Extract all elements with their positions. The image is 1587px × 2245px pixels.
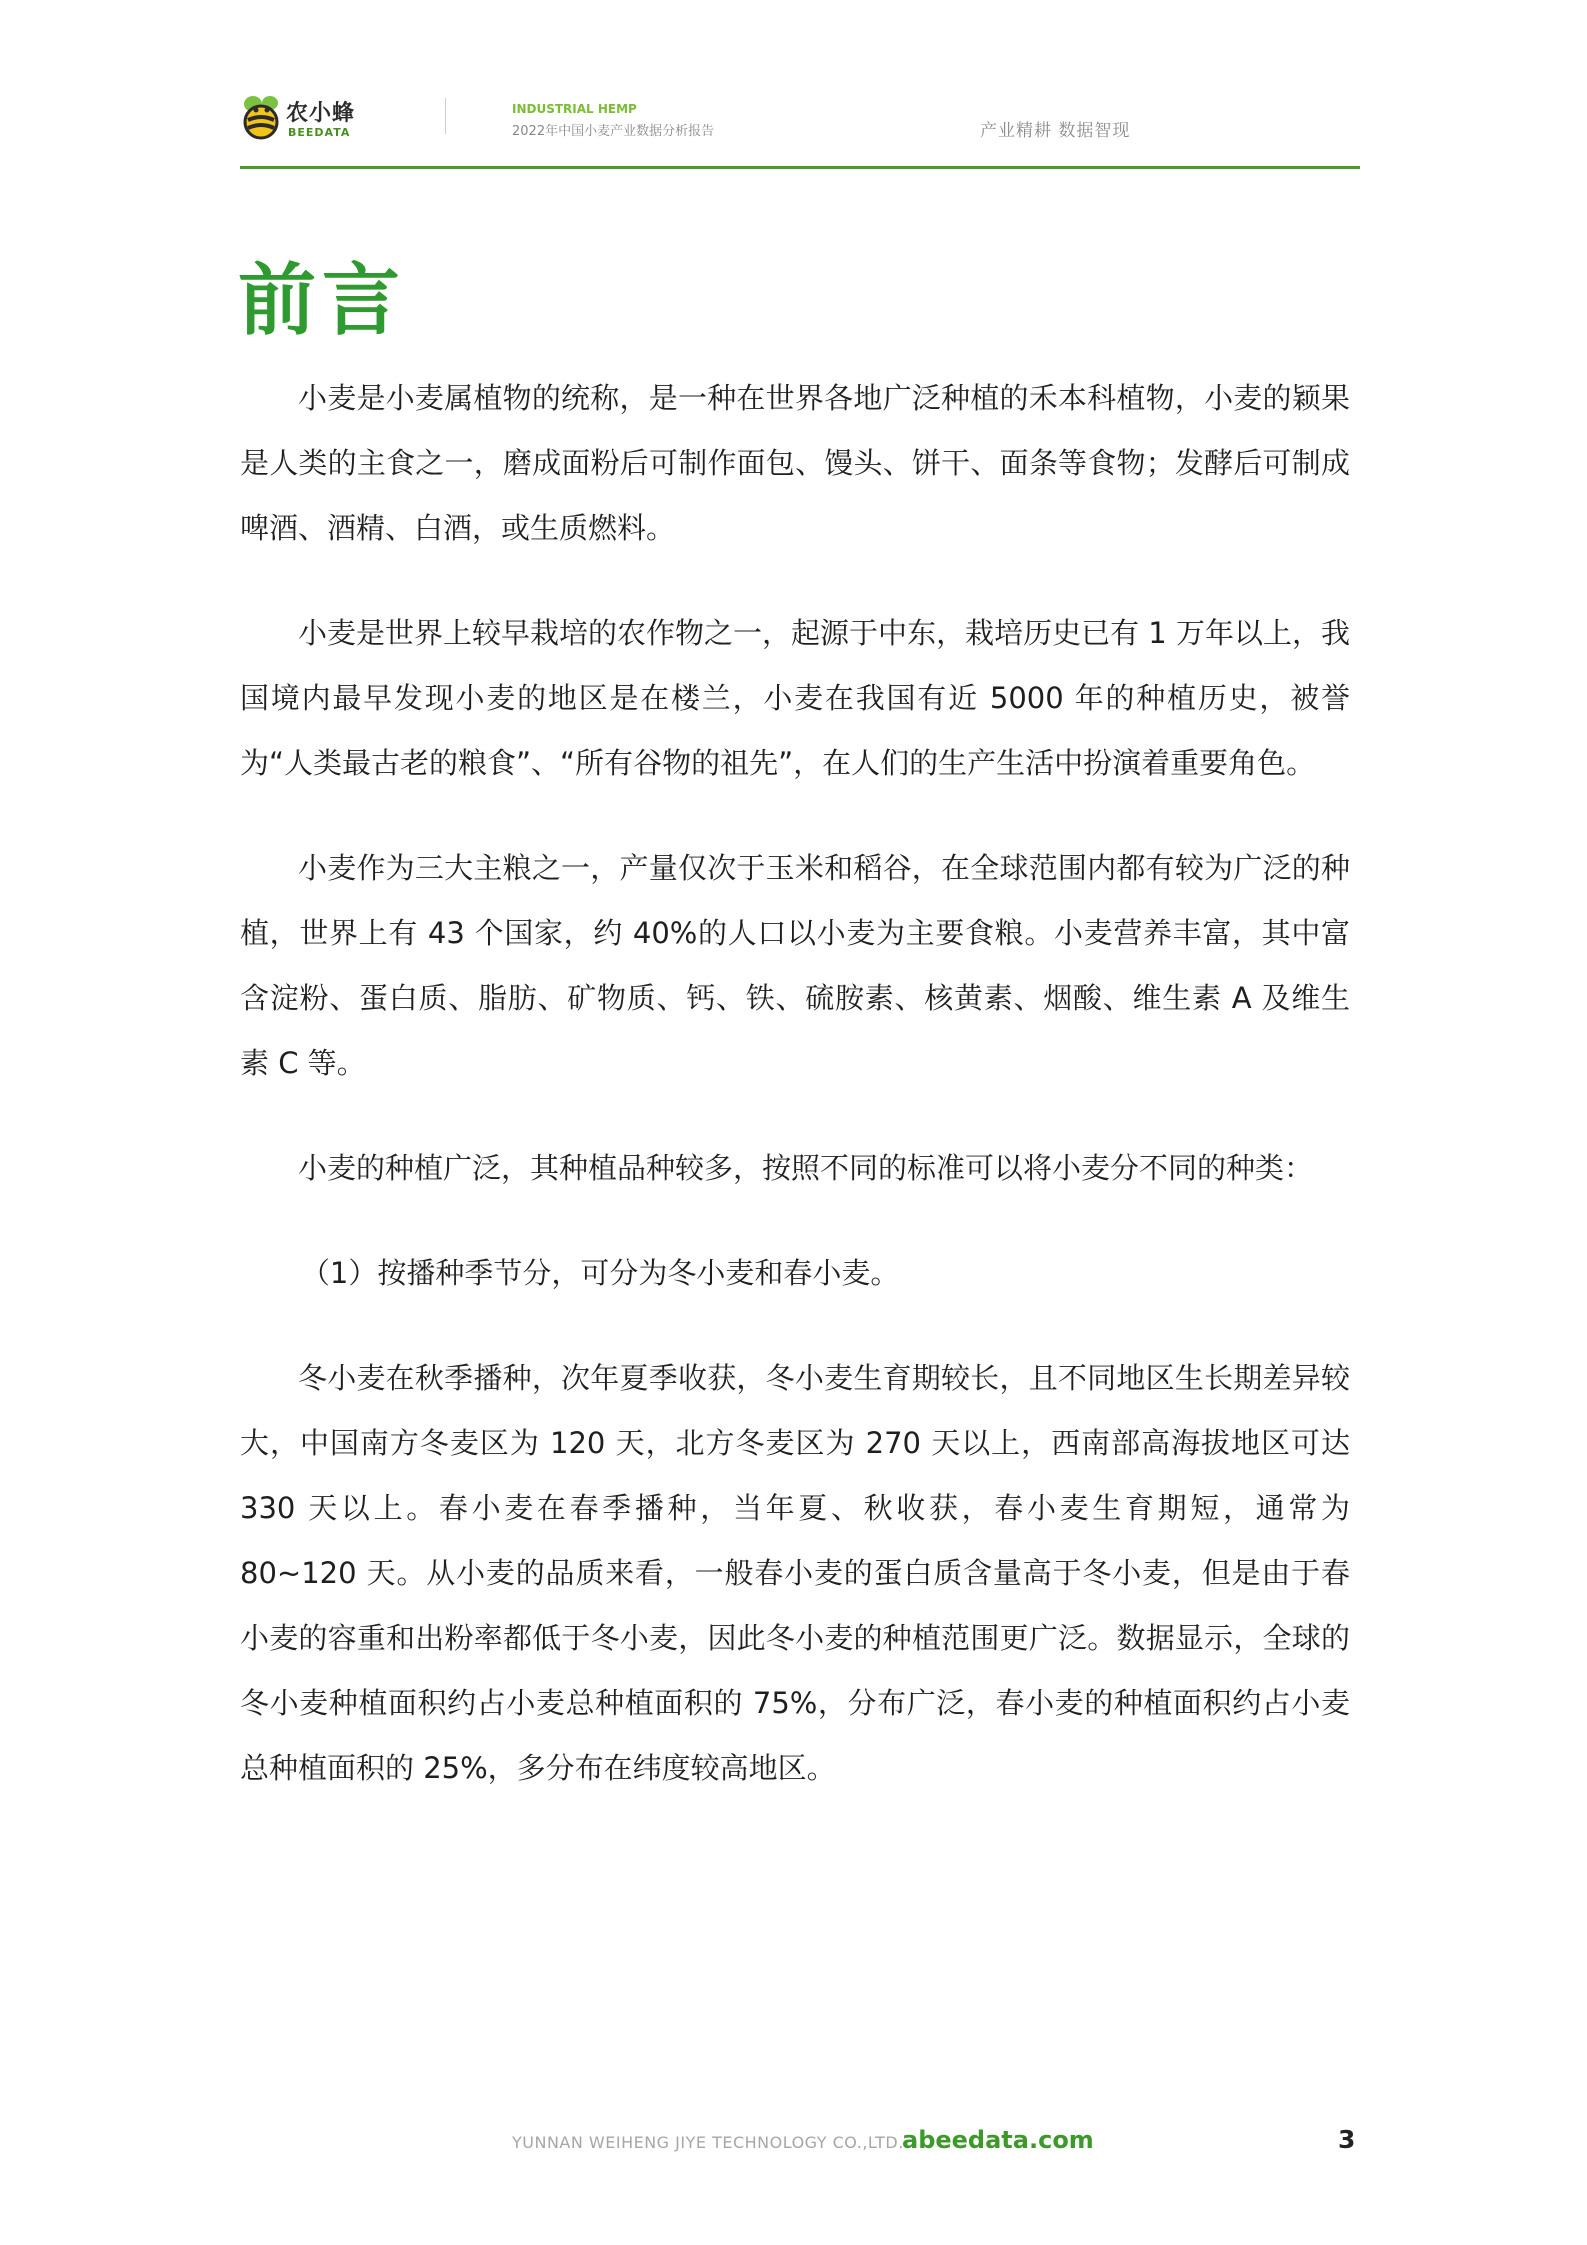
header-rule [240, 166, 1360, 169]
paragraph-nutrition: 小麦作为三大主粮之一，产量仅次于玉米和稻谷，在全球范围内都有较为广泛的种植，世界上有 43 个国家，约 40%的人口以小麦为主要食粮。小麦营养丰富，其中富含淀粉、蛋白质、脂肪、矿物质、钙、铁、硫胺素、核黄素、烟酸、维生素 A 及维生素 C 等。 [240, 851, 1350, 1080]
paragraph-definition: 小麦是小麦属植物的统称，是一种在世界各地广泛种植的禾本科植物，小麦的颖果是人类的主食之一，磨成面粉后可制作面包、馒头、饼干、面条等食物；发酵后可制成啤酒、酒精、白酒，或生质燃料。 [240, 381, 1350, 545]
header-divider [445, 98, 446, 134]
page-header [240, 92, 1360, 172]
paragraph-history: 小麦是世界上较早栽培的农作物之一，起源于中东，栽培历史已有 1 万年以上，我国境内最早发现小麦的地区是在楼兰，小麦在我国有近 5000 年的种植历史，被誉为“人类最古老的粮食”、“所有谷物的祖先”，在人们的生产生活中扮演着重要角色。 [240, 616, 1350, 780]
beedata-logo [240, 92, 360, 148]
report-english-title: INDUSTRIAL HEMP [512, 102, 637, 116]
logo-english-name: BEEDATA [288, 126, 351, 139]
page-number: 3 [1338, 2125, 1356, 2154]
page-title: 前言 [238, 256, 407, 347]
footer-company: YUNNAN WEIHENG JIYE TECHNOLOGY CO.,LTD. [512, 2133, 904, 2152]
report-chinese-title: 2022年中国小麦产业数据分析报告 [512, 124, 715, 139]
paragraph-varieties-intro: 小麦的种植广泛，其种植品种较多，按照不同的标准可以将小麦分不同的种类： [298, 1151, 1314, 1185]
footer-website-link[interactable]: abeedata.com [902, 2126, 1094, 2154]
bee-icon [240, 92, 284, 142]
list-item-sowing-season: （1）按播种季节分，可分为冬小麦和春小麦。 [300, 1256, 900, 1290]
header-tagline: 产业精耕 数据智现 [980, 121, 1131, 141]
logo-chinese-name: 农小蜂 [286, 101, 356, 126]
body-text [240, 366, 1350, 1841]
paragraph-winter-spring-wheat: 冬小麦在秋季播种，次年夏季收获，冬小麦生育期较长，且不同地区生长期差异较大，中国南方冬麦区为 120 天，北方冬麦区为 270 天以上，西南部高海拔地区可达 330 天以上。春小麦在春季播种，当年夏、秋收获，春小麦生育期短，通常为 80~120 天。从小麦的品质来看，一般春小麦的蛋白质含量高于冬小麦，但是由于春小麦的容重和出粉率都低于冬小麦，因此冬小麦的种植范围更广泛。数据显示，全球的冬小麦种植面积约占小麦总种植面积的 75%，分布广泛，春小麦的种植面积约占小麦总种植面积的 25%，多分布在纬度较高地区。 [240, 1361, 1350, 1785]
